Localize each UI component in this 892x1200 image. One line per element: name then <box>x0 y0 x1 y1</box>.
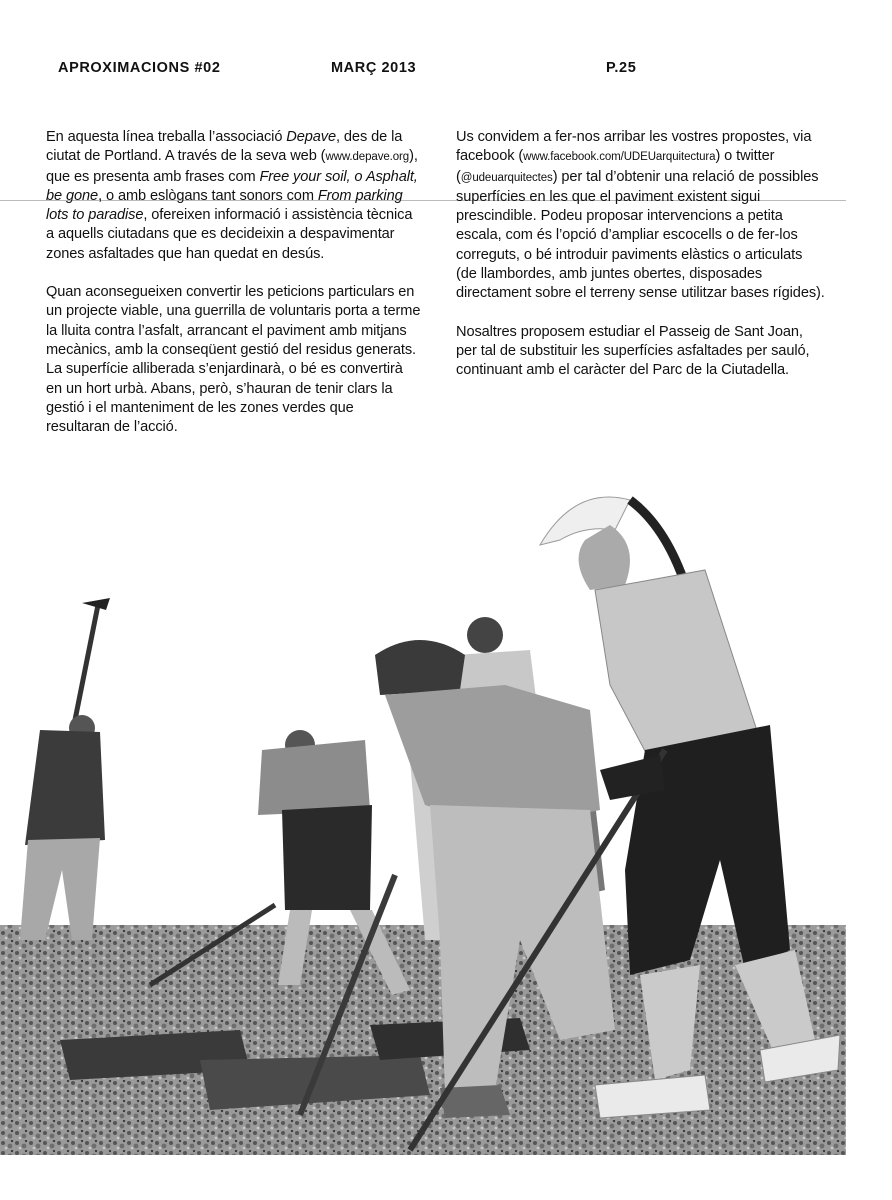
slogan-text: Free your soil, o Asphalt, be gone <box>46 168 418 204</box>
organization-name: Depave <box>286 129 336 145</box>
slogan-text: From parking lots to paradise <box>46 187 403 224</box>
text-run: ), que es presenta amb frases com <box>46 148 418 185</box>
section-title: APROXIMACIONS #02 <box>58 60 221 76</box>
paragraph <box>456 128 826 304</box>
text-run: En aquesta línea treballa l’associació <box>46 129 287 145</box>
paragraph: Nosaltres proposem estudiar el Passeig de Sant Joan, per tal de substituir les superfícies asfaltades per sauló, continuant amb el caràcter del Parc de la Ciutadella. <box>456 323 810 379</box>
text-column-right <box>456 128 826 400</box>
text-run: Us convidem a fer-nos arribar les vostres propostes, via facebook ( <box>456 129 812 165</box>
website-url: www.depave.org <box>325 151 410 164</box>
text-run: ) o twitter ( <box>456 148 775 185</box>
issue-date: MARÇ 2013 <box>331 60 417 76</box>
text-run: , ofereixen informació i assistència tècnica a aquells ciutadans que es decideixin a despavimentar zones asfaltades que han quedat en desús. <box>46 207 413 262</box>
depaving-volunteers-photo <box>0 470 892 1170</box>
running-header <box>0 60 892 80</box>
page-number: P.25 <box>606 60 637 76</box>
camo-cap <box>375 640 465 695</box>
text-run: ) per tal d’obtenir una relació de possibles superfícies en les que el paviment existent sigui prescindible. Podeu proposar intervencions a petita escala, com és l’opció d’ampliar escocells o de fer-los correguts, o bé introduir paviments elàstics o articulats (de llambordes, amb juntes obertes, disposades directament sobre el terreny sense utilitzar bases rígides). <box>456 168 825 302</box>
twitter-handle: @udeuarquitectes <box>460 171 553 184</box>
facebook-url: www.facebook.com/UDEUarquitectura <box>523 151 716 164</box>
text-run: , des de la ciutat de Portland. A través de la seva web ( <box>46 129 403 165</box>
paragraph: Quan aconsegueixen convertir les peticions particulars en un projecte viable, una guerrilla de voluntaris porta a terme la lluita contra l’asfalt, arrancant el paviment amb mitjans mecànics, amb la conseqüent gestió del residus generats. La superfície alliberada s’enjardinarà, o bé es convertirà en un hort urbà. Abans, però, s’hauran de tenir clars la gestió i el manteniment de les zones verdes que resultaran de l’acció. <box>46 284 421 436</box>
paragraph <box>46 128 421 264</box>
text-column-left <box>46 128 421 456</box>
text-run: , o amb eslògans tant sonors com <box>98 187 318 204</box>
